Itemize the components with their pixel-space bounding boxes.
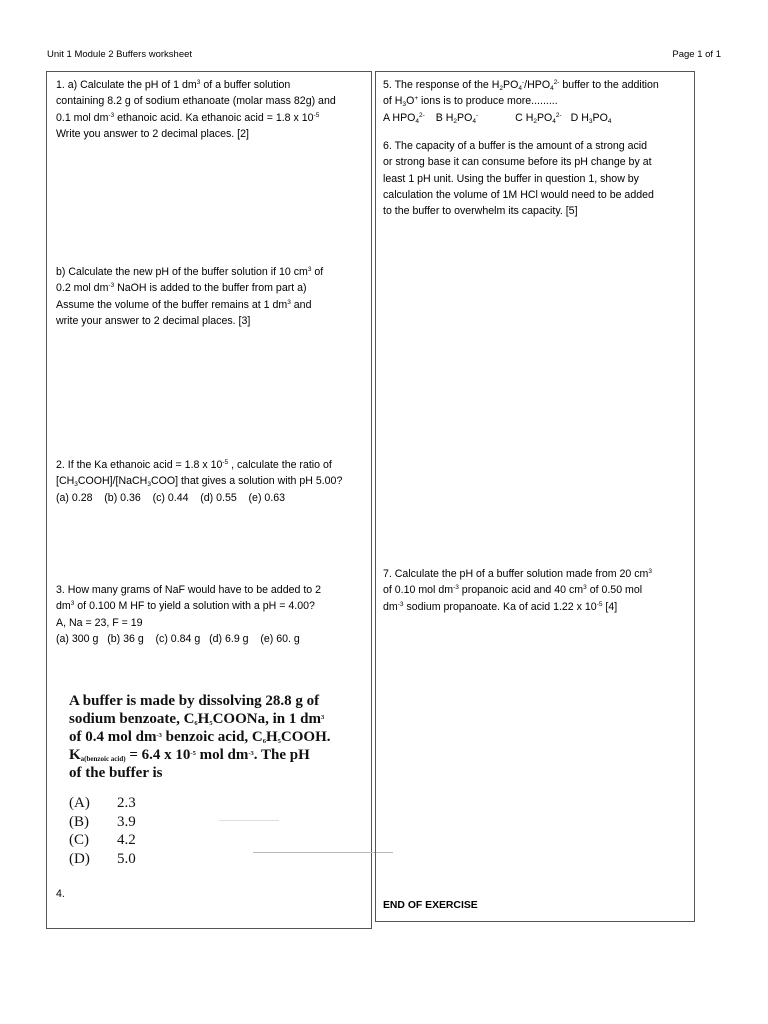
q4-option: (C) 4.2 bbox=[69, 832, 136, 848]
q1b-line: write your answer to 2 decimal places. [3] bbox=[56, 314, 251, 327]
right-column bbox=[375, 71, 695, 922]
q2-line: 2. If the Ka ethanoic acid = 1.8 x $10^{-5}$ , calculate the ratio of bbox=[56, 459, 332, 471]
question-3 bbox=[56, 582, 321, 647]
q5-line: 5. The response of the $H_2PO_4^-/HPO_4^{2-}$ buffer to the addition bbox=[383, 79, 659, 92]
q1a-line: 1. a) Calculate the pH of 1 $dm^3$ of a buffer solution bbox=[56, 79, 291, 91]
q4-line: of 0.4 mol $dm^{-3}$ benzoic acid, $C_6H_5COOH$. bbox=[69, 729, 331, 745]
q4-line: sodium benzoate, $C_6H_5COONa$, in 1 $dm^3$ bbox=[69, 711, 325, 727]
q1a-line: containing 8.2 g of sodium ethanoate (molar mass 82g) and bbox=[56, 95, 336, 108]
q3-line: 3. How many grams of NaF would have to be added to 2 bbox=[56, 584, 321, 596]
end-of-exercise: END OF EXERCISE bbox=[383, 900, 478, 911]
q2-options: (a) 0.28 (b) 0.36 (c) 0.44 (d) 0.55 (e) 0.63 bbox=[56, 491, 286, 504]
question-4-number: 4. bbox=[56, 888, 65, 900]
scan-noise bbox=[253, 852, 393, 853]
q1b-line: b) Calculate the new pH of the buffer solution if 10 $cm^3$ of bbox=[56, 266, 324, 278]
q5-option-c: C $H_2PO_4^{2-}$ bbox=[515, 111, 562, 125]
left-column bbox=[46, 71, 372, 929]
page-number: Page 1 of 1 bbox=[672, 49, 721, 60]
q4-option: (B) 3.9 bbox=[69, 813, 136, 830]
q2-line: $[CH_3COOH]/[NaCH_3COO]$ that gives a solution with pH 5.00? bbox=[56, 475, 343, 489]
q5-line: of $H_3O^+$ ions is to produce more......... bbox=[383, 95, 558, 109]
question-1a bbox=[56, 77, 336, 142]
q6-line: to the buffer to overwhelm its capacity. [5] bbox=[383, 205, 578, 218]
q4-option: (A) 2.3 bbox=[69, 795, 136, 811]
q5-options bbox=[383, 110, 659, 126]
q4-line: A buffer is made by dissolving 28.8 g of bbox=[69, 693, 320, 709]
question-5 bbox=[383, 77, 659, 126]
scan-noise bbox=[219, 820, 279, 821]
question-4-scanned-image bbox=[69, 692, 359, 882]
q6-line: calculation the volume of 1M HCl would need to be added bbox=[383, 188, 654, 201]
q5-option-a: A $HPO_4^{2-}$ bbox=[383, 111, 425, 125]
question-6 bbox=[383, 138, 654, 219]
q7-line: of 0.10 mol $dm^{-3}$ propanoic acid and 40 $cm^3$ of 0.50 mol bbox=[383, 584, 643, 597]
q4-line: of the buffer is bbox=[69, 765, 163, 781]
q1b-line: 0.2 mol $dm^{-3}$ NaOH is added to the buffer from part a) bbox=[56, 282, 307, 295]
q3-line: $dm^3$ of 0.100 M HF to yield a solution with a pH = 4.00? bbox=[56, 600, 315, 613]
q7-line: 7. Calculate the pH of a buffer solution made from 20 $cm^3$ bbox=[383, 568, 653, 580]
question-1b bbox=[56, 264, 323, 329]
q1b-line: Assume the volume of the buffer remains at 1 $dm^3$ and bbox=[56, 298, 312, 311]
q6-line: or strong base it can consume before its pH change by at bbox=[383, 156, 652, 169]
header-title: Unit 1 Module 2 Buffers worksheet bbox=[47, 49, 193, 60]
q3-line: A, Na = 23, F = 19 bbox=[56, 616, 143, 629]
q6-line: least 1 pH unit. Using the buffer in question 1, show by bbox=[383, 172, 639, 185]
q4-options bbox=[69, 794, 359, 868]
q3-options: (a) 300 g (b) 36 g (c) 0.84 g (d) 6.9 g (e) 60. g bbox=[56, 632, 300, 645]
q4-line: $K_{a(benzoic acid)} = 6.4$ x $10^{-5}$ mol $dm^{-3}$. The pH bbox=[69, 747, 310, 763]
q1a-line: Write you answer to 2 decimal places. [2] bbox=[56, 127, 249, 140]
question-2 bbox=[56, 457, 342, 506]
q1a-line: 0.1 mol $dm^{-3}$ ethanoic acid. Ka ethanoic acid = 1.8 x $10^{-5}$ bbox=[56, 111, 320, 124]
question-7 bbox=[383, 566, 652, 615]
q5-option-b: B $H_2PO_4^-$ bbox=[435, 111, 479, 125]
q7-line: $dm^{-3}$ sodium propanoate. Ka of acid 1.22 x $10^{-5}$ [4] bbox=[383, 600, 618, 613]
q4-option: (D) 5.0 bbox=[69, 850, 136, 867]
q5-option-d: D $H_3PO_4$ bbox=[570, 111, 612, 125]
q6-line: 6. The capacity of a buffer is the amount of a strong acid bbox=[383, 140, 648, 152]
